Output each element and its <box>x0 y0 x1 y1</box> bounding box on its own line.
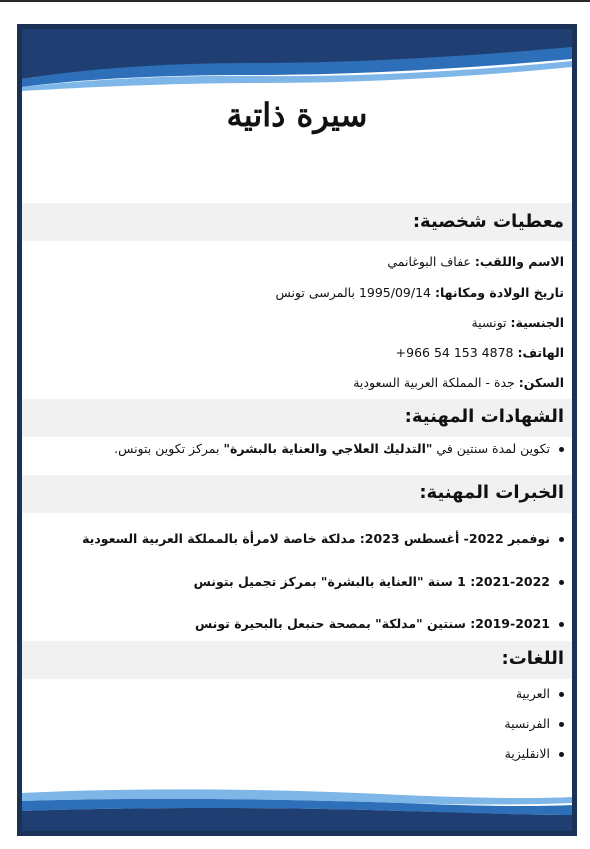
certificate-prefix: تكوين لمدة سنتين في <box>432 441 550 456</box>
experience-period: 2021-2022: <box>470 574 550 589</box>
experience-text: 1 سنة "العناية بالبشرة" بمركز تجميل بتونس <box>193 574 471 589</box>
experience-text: مدلكة خاصة لامرأة بالمملكة العربية السعودية <box>82 531 360 546</box>
residence-row <box>353 374 564 392</box>
birth-value: 1995/09/14 بالمرسى تونس <box>275 285 431 300</box>
language-item <box>505 745 564 763</box>
bullet-icon <box>559 752 564 757</box>
bullet-icon <box>559 622 564 627</box>
top-wave-decoration <box>22 29 572 91</box>
language-item <box>504 715 564 733</box>
phone-label: الهاتف: <box>517 345 564 360</box>
experience-item <box>195 615 564 633</box>
nationality-label: الجنسية: <box>510 315 564 330</box>
certificate-title: "التدليك العلاجي والعناية بالبشرة" <box>223 441 433 456</box>
experience-section-heading: الخبرات المهنية: <box>419 482 564 503</box>
cv-title: سيرة ذاتية <box>226 96 368 134</box>
residence-label: السكن: <box>518 375 564 390</box>
experience-period: نوفمبر 2022- أغسطس 2023: <box>359 531 550 546</box>
language-item <box>516 685 564 703</box>
name-value: عفاف البوغانمي <box>387 254 471 269</box>
bottom-wave-decoration <box>22 787 572 831</box>
name-label: الاسم واللقب: <box>474 254 564 269</box>
residence-value: جدة - المملكة العربية السعودية <box>353 375 515 390</box>
bullet-icon <box>559 537 564 542</box>
experience-item <box>194 573 564 591</box>
languages-section-heading: اللغات: <box>501 648 564 669</box>
personal-section-heading: معطيات شخصية: <box>412 211 564 232</box>
experience-text: سنتين "مدلكة" بمصحة حنبعل بالبحيرة تونس <box>194 616 471 631</box>
language-name: الفرنسية <box>504 716 550 731</box>
phone-value: +966 54 153 4878 <box>395 345 514 360</box>
bullet-icon <box>559 722 564 727</box>
bullet-icon <box>559 447 564 452</box>
phone-row <box>396 344 564 362</box>
nationality-row <box>471 314 564 332</box>
language-name: العربية <box>515 686 550 701</box>
nationality-value: تونسية <box>471 315 507 330</box>
language-name: الانقليزية <box>504 746 550 761</box>
languages-section-band <box>22 641 572 679</box>
experience-period: 2019-2021: <box>470 616 550 631</box>
certificate-suffix: بمركز تكوين بتونس. <box>114 441 224 456</box>
certificate-item <box>114 440 564 458</box>
birth-row <box>276 284 564 302</box>
bullet-icon <box>559 580 564 585</box>
certificates-section-heading: الشهادات المهنية: <box>404 406 564 427</box>
experience-item <box>82 530 564 548</box>
bullet-icon <box>559 692 564 697</box>
name-row <box>387 253 564 271</box>
birth-label: تاريخ الولادة ومكانها: <box>434 285 564 300</box>
page-top-rule <box>0 0 590 2</box>
cv-page-frame <box>17 24 577 836</box>
